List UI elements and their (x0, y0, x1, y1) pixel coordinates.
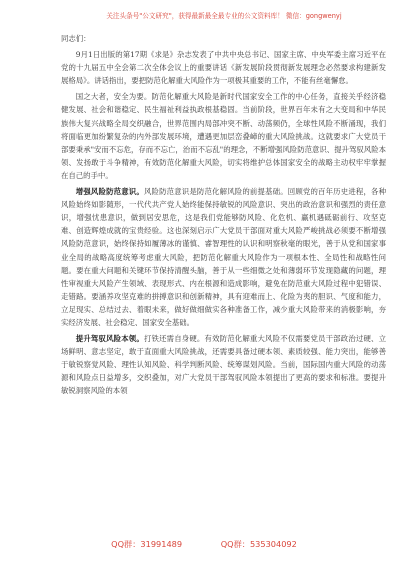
footer (0, 539, 408, 550)
paragraph-4 (61, 332, 386, 397)
paragraph-4-text: 打铁还需自身硬。有效防范化解重大风险不仅需要党员干部政治过硬、立场鲜明、意志坚定，敢于直面重大风险挑战，还需要具备过硬本领、素质较强、能力突出，能够善于敏锐察觉风险、理性认知风险、科学判断风险、统筹谋划风险。当前，国际国内重大风险的动荡源和风险点日益增多，交织叠加，对广大党员干部驾驭风险本领提出了更高的要求和标准。要提升敏锐洞察风险的本领 (61, 334, 386, 396)
paragraph-4-heading: 提升驾驭风险本领。 (75, 334, 144, 344)
greeting: 同志们： (61, 34, 91, 43)
header-banner: 关注头条号"公文研究"，获得最新最全最专业的公文资料库！ 微信：gongwenyj (106, 12, 342, 20)
paragraph-2-text: 国之大者，安全为要。防范化解重大风险是新时代国家安全工作的中心任务，直接关乎经济稳健发展、社会和谐稳定、民生福祉利益执政根基稳固。当前阶段，世界百年未有之大变局和中华民族伟大复兴战略全局交织融合，世界范围内局部冲突不断、动荡频仍，全球性风险不断涌现，我们将面临更加纷繁复杂的内外部发展环境，遭遇更加层峦叠嶂的重大风险挑战。这就要求广大党员干部要秉承"安而不忘危，存而不忘亡，治而不忘乱"的理念，不断增强风险防范意识、提升驾驭风险本领、发扬敢于斗争精神，有效防范化解重大风险，切实将维护总体国家安全的战略主动权牢牢掌握在自己的手中。 (61, 92, 386, 180)
paragraph-3-heading: 增强风险防范意识。 (75, 187, 144, 197)
document-body (61, 32, 386, 398)
paragraph-1 (61, 48, 386, 87)
footer-qq-secondary: QQ群：535304092 (220, 539, 297, 549)
paragraph-2 (61, 90, 386, 182)
paragraph-1-text: 9月1日出版的第17期《求是》杂志发表了中共中央总书记、国家主席、中央军委主席习近平在党的十九届五中全会第二次全体会议上的重要讲话《新发展阶段贯彻新发展理念必然要求构建新发展格局》。讲话指出，要把防范化解重大风险作为一项极其重要的工作，不能有丝毫懈怠。 (61, 50, 386, 86)
paragraph-3 (61, 185, 386, 329)
footer-qq-primary: QQ群：31991489 (111, 539, 183, 549)
paragraph-3-text: 风险防范意识是防范化解风险的前提基础。回顾党的百年历史进程，各种风险始终如影随形，一代代共产党人始终能保持敏锐的风险意识、突出的政治意识和强烈的责任意识，增强忧患意识，做到居安思危，这是我们党能够防风险、化危机、赢机遇砥砺前行、攻坚克难、创造辉煌成就的宝贵经验。这也深刻启示广大党员干部面对重大风险严峻挑战必须要不断增强风险防范意识，始终保持如履薄冰的谨慎、睿智理性的认识和明察秋毫的眼光，善于从党和国家事业全局的战略高度统筹考虑重大风险，把防范化解重大风险作为一项根本性、全局性和战略性问题。要在重大问题和关键环节保持清醒头脑，善于从一些细微之处和薄弱环节发现隐藏的问题，理性审视重大风险产生领域、表现形式、内在根源和造成影响，避免在防范重大风险过程中犯错误、走错路。要涵养攻坚克难的拼搏意识和创新精神，具有迎难而上、化险为夷的胆识、气度和能力，立足现实、总结过去、着眼未来，做好做细做实各种准备工作，减少重大风险带来的消极影响，夯实经济发展、社会稳定、国家安全基础。 (61, 187, 386, 327)
